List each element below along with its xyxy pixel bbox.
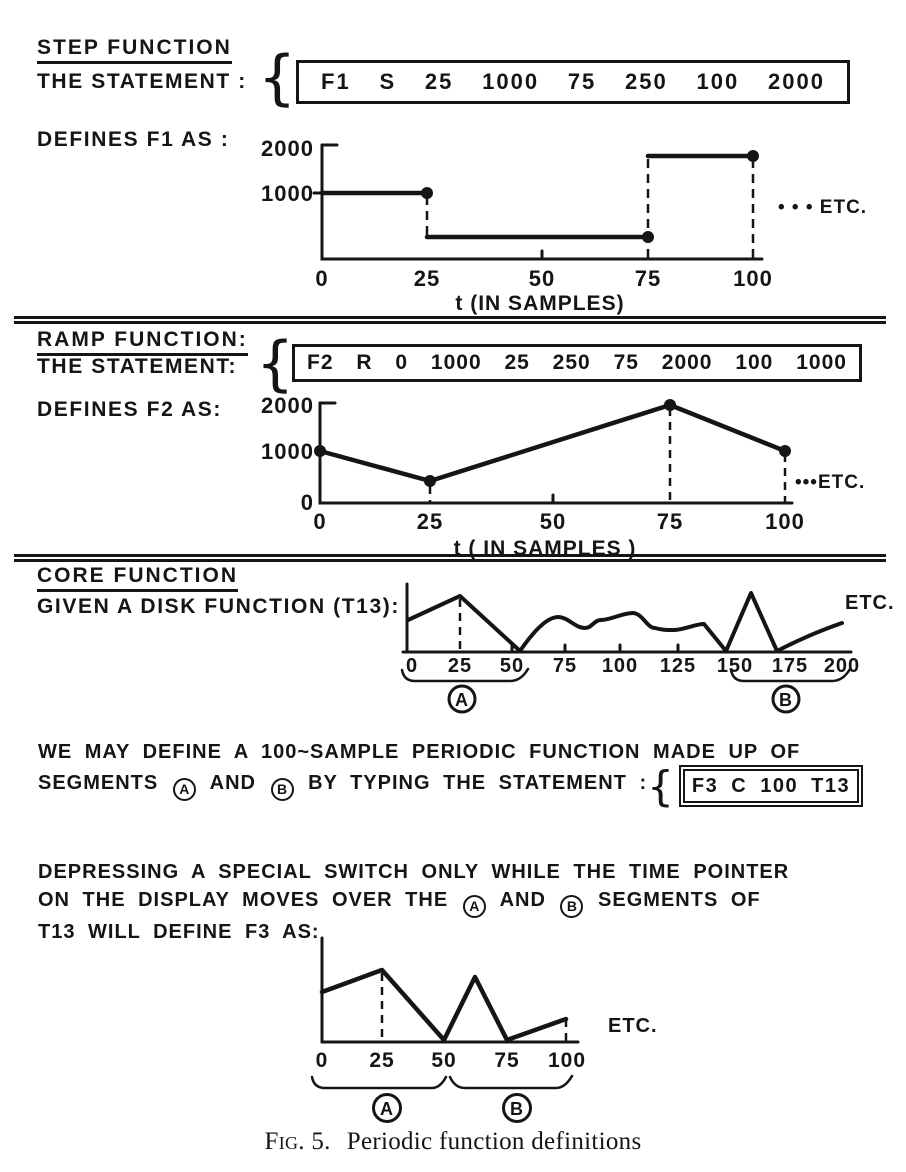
x-tick-label: 100 [765, 509, 805, 534]
x-tick-label: 100 [601, 655, 639, 677]
x-tick-label: 0 [315, 266, 329, 291]
definition-line2-prefix: SEGMENTS [38, 772, 159, 794]
statement-token: 25 [424, 69, 454, 94]
x-tick-label: 100 [733, 266, 773, 291]
x-tick-label: 150 [716, 655, 754, 677]
segment-a-badge [173, 778, 196, 801]
disk-function-label: GIVEN A DISK FUNCTION (T13): [37, 595, 400, 618]
caption-text: Periodic function definitions [346, 1128, 642, 1155]
x-tick-label: 25 [447, 655, 473, 677]
ramp-series [320, 405, 785, 481]
x-tick-label: 75 [656, 509, 684, 534]
statement-token: 1000 [796, 351, 847, 374]
x-tick-label: 75 [552, 655, 578, 677]
segment-b-badge [271, 778, 294, 801]
x-tick-label: 75 [634, 266, 662, 291]
x-tick-label: 100 [547, 1049, 587, 1072]
switch-line2-suffix: SEGMENTS OF [598, 889, 761, 911]
ramp-dashed-markers [430, 408, 785, 503]
statement-token: F2 [307, 351, 334, 374]
statement-token: 75 [613, 351, 639, 374]
data-point [779, 445, 791, 457]
ramp-statement-label: THE STATEMENT: [37, 355, 238, 378]
segment-b-letter: B [779, 690, 793, 710]
section-divider [14, 554, 886, 562]
ramp-chart-axes [320, 403, 792, 503]
segment-braces [312, 1076, 572, 1122]
statement-brace: { [647, 762, 675, 811]
x-tick-label: 75 [494, 1049, 520, 1072]
step-series [322, 156, 753, 237]
definition-line-1: WE MAY DEFINE A 100~SAMPLE PERIODIC FUNCTION MADE UP OF [38, 741, 801, 763]
x-tick-label: 0 [313, 509, 327, 534]
y-label: 2000 [261, 393, 314, 418]
y-label: 0 [300, 490, 314, 515]
segment-b-letter: B [566, 898, 578, 914]
x-tick-label: 50 [499, 655, 525, 677]
segment-b-badge [560, 895, 583, 918]
x-tick-label: 125 [659, 655, 697, 677]
f3-function-chart [245, 928, 685, 1128]
statement-token: 0 [395, 351, 409, 374]
definition-line2-suffix: BY TYPING THE STATEMENT : [308, 772, 648, 794]
switch-line-2 [38, 886, 789, 918]
statement-token: 75 [567, 69, 597, 94]
step-defines-label: DEFINES F1 AS : [37, 128, 230, 151]
ramp-section-title: RAMP FUNCTION: [37, 328, 248, 356]
switch-line-1: DEPRESSING A SPECIAL SWITCH ONLY WHILE THE TIME POINTER [38, 861, 790, 883]
data-point [642, 231, 654, 243]
switch-line-3: T13 WILL DEFINE F3 AS: [38, 920, 320, 943]
segment-a-brace [312, 1077, 446, 1088]
x-axis-label: t (IN SAMPLES) [455, 292, 625, 315]
caption-figure-number: Fig. 5. [264, 1128, 331, 1155]
step-chart-labels [261, 136, 867, 315]
y-label: 1000 [261, 439, 314, 464]
statement-token: 100 [735, 351, 774, 374]
x-tick-label: 200 [823, 655, 861, 677]
statement-token: 100 [696, 69, 740, 94]
statement-token: R [356, 351, 373, 374]
ramp-defines-label: DEFINES F2 AS: [37, 398, 222, 421]
data-point [664, 399, 676, 411]
step-function-chart [230, 133, 906, 315]
etc-label: •••ETC. [795, 472, 866, 493]
disk-function-chart [395, 577, 906, 719]
data-point [424, 475, 436, 487]
segment-a-letter: A [455, 690, 469, 710]
x-tick-label: 50 [528, 266, 556, 291]
statement-token: 2000 [767, 69, 825, 94]
segment-a-letter: A [469, 898, 480, 914]
statement-brace: { [258, 43, 297, 113]
segment-b-letter: B [510, 1099, 524, 1119]
etc-label: • • • ETC. [778, 197, 868, 218]
segment-a-letter: A [380, 1099, 394, 1119]
statement-token: 1000 [430, 351, 482, 374]
statement-token: 250 [625, 69, 668, 94]
step-points [421, 150, 759, 243]
x-tick-label: 50 [539, 509, 567, 534]
step-dashed-markers [427, 159, 753, 259]
segment-b-brace [450, 1076, 572, 1088]
step-chart-axes [314, 145, 762, 259]
statement-token: S [379, 69, 397, 94]
x-tick-label: 50 [431, 1049, 457, 1072]
segment-a-badge [463, 895, 486, 918]
step-section-title: STEP FUNCTION [37, 36, 232, 64]
statement-brace: { [256, 329, 295, 399]
core-section-title: CORE FUNCTION [37, 564, 238, 592]
segment-b-letter: B [276, 781, 288, 797]
switch-line2-prefix: ON THE DISPLAY MOVES OVER THE [38, 889, 449, 911]
y-label: 1000 [261, 181, 314, 206]
definition-line2-and: AND [209, 772, 256, 794]
x-tick-label: 25 [416, 509, 444, 534]
ramp-chart-labels [261, 393, 865, 560]
x-tick-label: 175 [771, 655, 809, 677]
etc-label: ETC. [845, 592, 895, 614]
section-divider [14, 316, 886, 324]
statement-token: 1000 [482, 69, 540, 94]
x-tick-label: 25 [369, 1049, 395, 1072]
statement-token: 2000 [661, 351, 713, 374]
x-tick-label: 0 [315, 1049, 329, 1072]
switch-line2-and: AND [499, 889, 546, 911]
y-label: 2000 [261, 136, 314, 161]
disk-chart-labels [406, 592, 895, 677]
disk-function-curve [408, 593, 842, 651]
axes [320, 403, 792, 503]
definition-line-2 [38, 762, 859, 811]
f3-curve [322, 970, 566, 1040]
statement-token: 25 [504, 351, 530, 374]
x-tick-label: 0 [405, 655, 419, 677]
statement-token: F1 [321, 69, 351, 94]
step-statement-box [296, 60, 850, 104]
ramp-function-chart [230, 392, 906, 564]
disk-chart-axes [403, 584, 851, 652]
figure-caption [0, 1128, 906, 1156]
ramp-statement-box [292, 344, 862, 382]
definition-text-block [38, 738, 859, 811]
segment-a-letter: A [179, 781, 190, 797]
axes [322, 145, 762, 259]
etc-label: ETC. [608, 1015, 658, 1037]
step-statement-label: THE STATEMENT : [37, 70, 247, 93]
data-point [314, 445, 326, 457]
data-point [421, 187, 433, 199]
x-tick-label: 25 [413, 266, 441, 291]
x-axis-label: t ( IN SAMPLES ) [453, 537, 637, 560]
statement-token: 250 [552, 351, 591, 374]
data-point [747, 150, 759, 162]
f3-statement-box: F3 C 100 T13 [683, 769, 859, 803]
